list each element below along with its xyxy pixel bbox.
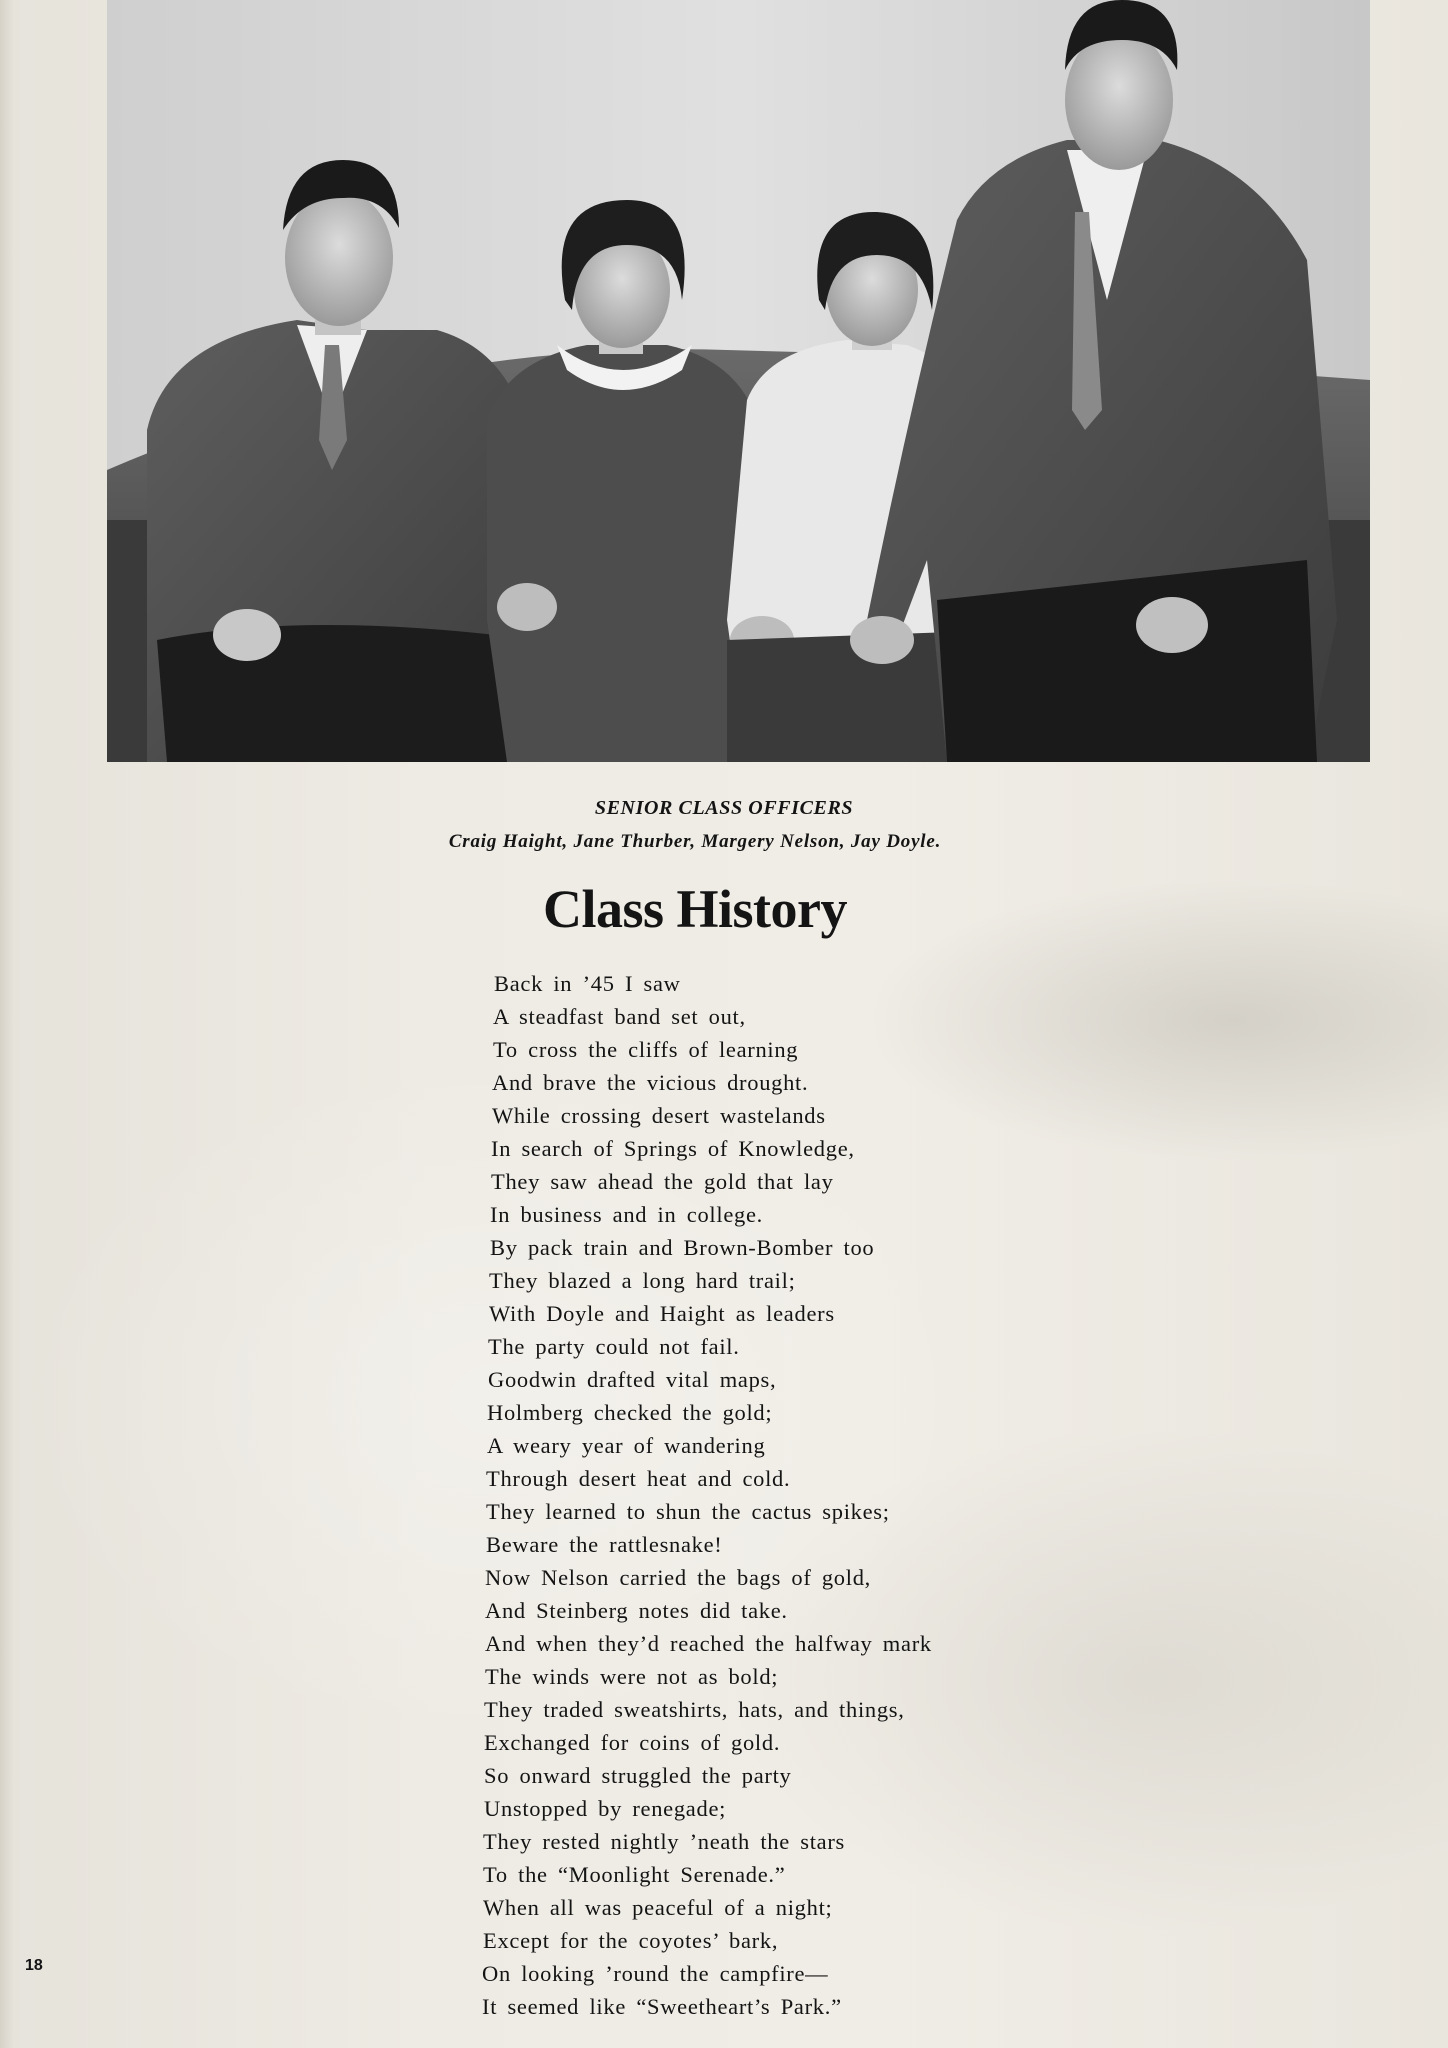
poem-line: They saw ahead the gold that lay <box>491 1169 834 1194</box>
poem-line: In business and in college. <box>490 1202 763 1227</box>
poem-line: It seemed like “Sweetheart’s Park.” <box>482 1994 842 2019</box>
poem-line: Exchanged for coins of gold. <box>484 1730 781 1755</box>
poem-line: In search of Springs of Knowledge, <box>491 1136 855 1161</box>
page-edge-shadow <box>0 0 14 2048</box>
poem-line: So onward struggled the party <box>484 1763 792 1788</box>
poem-line: And when they’d reached the halfway mark <box>485 1631 932 1656</box>
poem-line: And Steinberg notes did take. <box>485 1598 788 1623</box>
poem-line: To cross the cliffs of learning <box>493 1037 799 1062</box>
poem-line: Through desert heat and cold. <box>486 1466 791 1491</box>
poem-line: Except for the coyotes’ bark, <box>483 1928 779 1953</box>
poem-line: A steadfast band set out, <box>493 1004 746 1029</box>
poem-line: They rested nightly ’neath the stars <box>483 1829 845 1854</box>
poem-line: The winds were not as bold; <box>485 1664 779 1689</box>
poem-line: The party could not fail. <box>488 1334 740 1359</box>
poem-line: With Doyle and Haight as leaders <box>489 1301 835 1326</box>
poem-line: Unstopped by renegade; <box>484 1796 727 1821</box>
poem-line: When all was peaceful of a night; <box>483 1895 833 1920</box>
poem-line: Beware the rattlesnake! <box>486 1532 723 1557</box>
page-number: 18 <box>25 1957 43 1974</box>
class-history-poem <box>482 967 1042 2023</box>
poem-line: While crossing desert wastelands <box>492 1103 826 1128</box>
poem-line: Holmberg checked the gold; <box>487 1400 773 1425</box>
senior-class-officers-photo <box>107 0 1370 762</box>
poem-line: Now Nelson carried the bags of gold, <box>485 1565 871 1590</box>
poem-line: A weary year of wandering <box>487 1433 766 1458</box>
poem-line: By pack train and Brown-Bomber too <box>490 1235 875 1260</box>
poem-line: And brave the vicious drought. <box>492 1070 809 1095</box>
poem-line: On looking ’round the campfire— <box>482 1961 829 1986</box>
page-title: Class History <box>543 879 847 939</box>
poem-line: They blazed a long hard trail; <box>489 1268 796 1293</box>
poem-line: To the “Moonlight Serenade.” <box>483 1862 786 1887</box>
poem-line: Back in ’45 I saw <box>494 971 681 996</box>
poem-line: They traded sweatshirts, hats, and things, <box>484 1697 905 1722</box>
photo-caption-names: Craig Haight, Jane Thurber, Margery Nelson, Jay Doyle. <box>448 831 942 852</box>
poem-line: Goodwin drafted vital maps, <box>488 1367 777 1392</box>
photo-caption-title: SENIOR CLASS OFFICERS <box>594 797 854 819</box>
poem-line: They learned to shun the cactus spikes; <box>486 1499 890 1524</box>
